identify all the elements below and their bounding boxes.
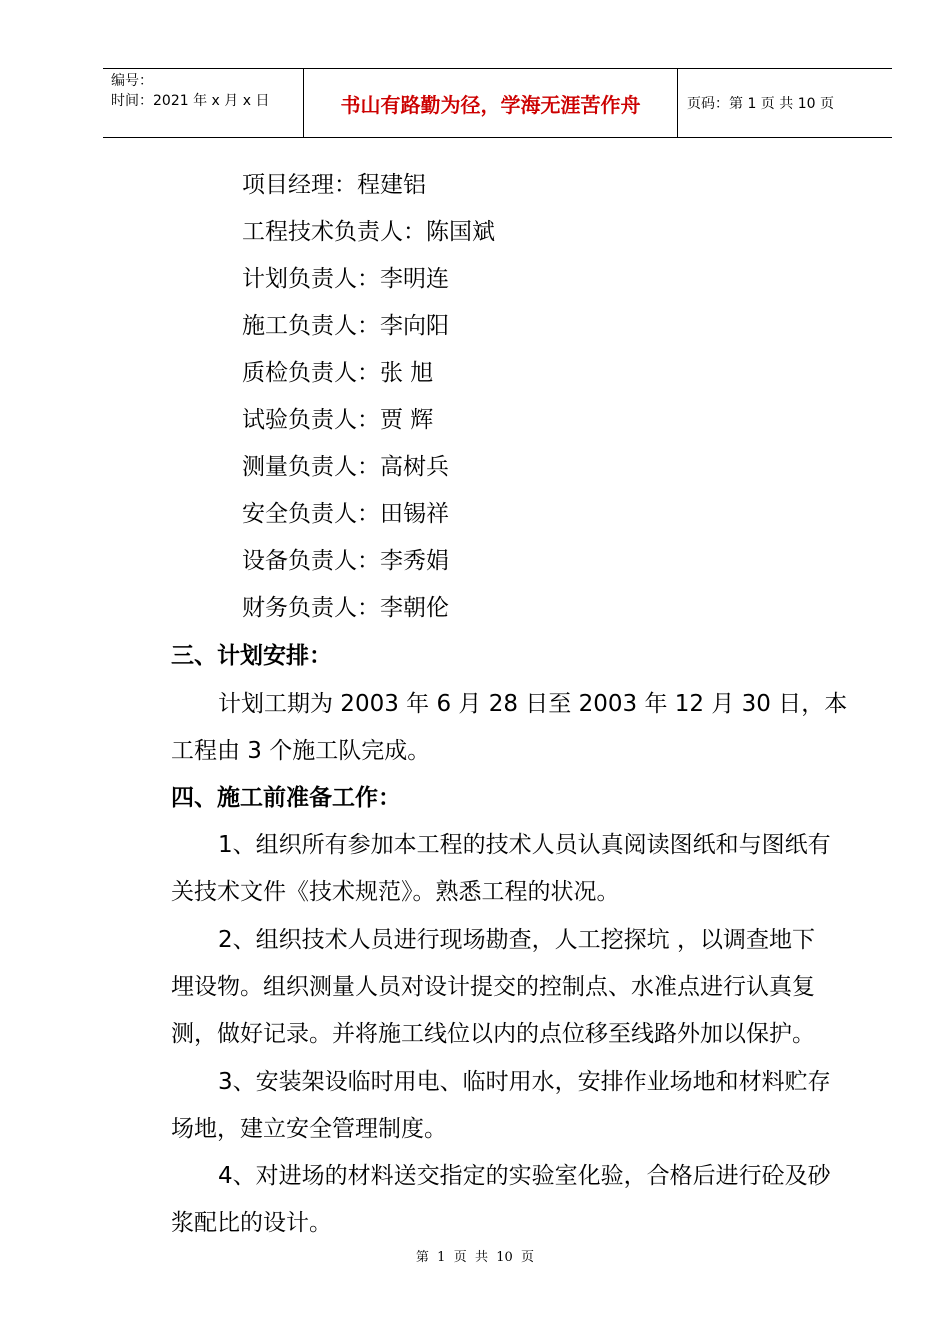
header-number: 编号： [111,73,153,89]
section-3-heading: 三、计划安排： [171,643,332,669]
staff-line-safety: 安全负责人：田锡祥 [242,501,449,527]
staff-line-manager: 项目经理：程建铝 [242,172,426,198]
section-3-paragraph-line: 计划工期为 2003 年 6 月 28 日至 2003 年 12 月 30 日，本 [218,691,848,717]
section-4-paragraph-line: 2、组织技术人员进行现场勘查，人工挖探坑 ，以调查地下 [218,927,815,953]
section-4-paragraph-line: 4、对进场的材料送交指定的实验室化验，合格后进行砼及砂 [218,1163,831,1189]
page-footer: 第 1 页 共 10 页 [415,1250,535,1265]
section-4-paragraph-line: 关技术文件《技术规范》。熟悉工程的状况。 [171,879,620,905]
section-4-heading: 四、施工前准备工作： [171,785,401,811]
staff-line-construction: 施工负责人：李向阳 [242,313,449,339]
section-4-paragraph-line: 测，做好记录。并将施工线位以内的点位移至线路外加以保护。 [171,1021,815,1047]
section-4-paragraph-line: 浆配比的设计。 [171,1210,332,1236]
section-4-paragraph-line: 埋设物。组织测量人员对设计提交的控制点、水准点进行认真复 [171,974,815,1000]
staff-line-finance: 财务负责人：李朝伦 [242,595,449,621]
header-motto: 书山有路勤为径，学海无涯苦作舟 [340,92,641,117]
staff-line-planning: 计划负责人：李明连 [242,266,449,292]
header-info [111,71,301,111]
staff-line-equipment: 设备负责人：李秀娟 [242,548,449,574]
staff-line-tech-lead: 工程技术负责人：陈国斌 [242,219,495,245]
staff-line-testing: 试验负责人：贾 辉 [242,407,434,433]
staff-line-quality: 质检负责人：张 旭 [242,360,434,386]
header-divider-right [677,69,678,137]
section-4-paragraph-line: 3、安装架设临时用电、临时用水，安排作业场地和材料贮存 [218,1069,831,1095]
page-header [103,68,892,138]
section-3-paragraph-line: 工程由 3 个施工队完成。 [171,738,431,764]
section-4-paragraph-line: 场地，建立安全管理制度。 [171,1116,447,1142]
header-page-number: 页码：第 1 页 共 10 页 [687,96,834,112]
staff-line-survey: 测量负责人：高树兵 [242,454,449,480]
section-4-paragraph-line: 1、组织所有参加本工程的技术人员认真阅读图纸和与图纸有 [218,832,831,858]
header-time: 时间：2021 年 x 月 x 日 [111,93,270,109]
